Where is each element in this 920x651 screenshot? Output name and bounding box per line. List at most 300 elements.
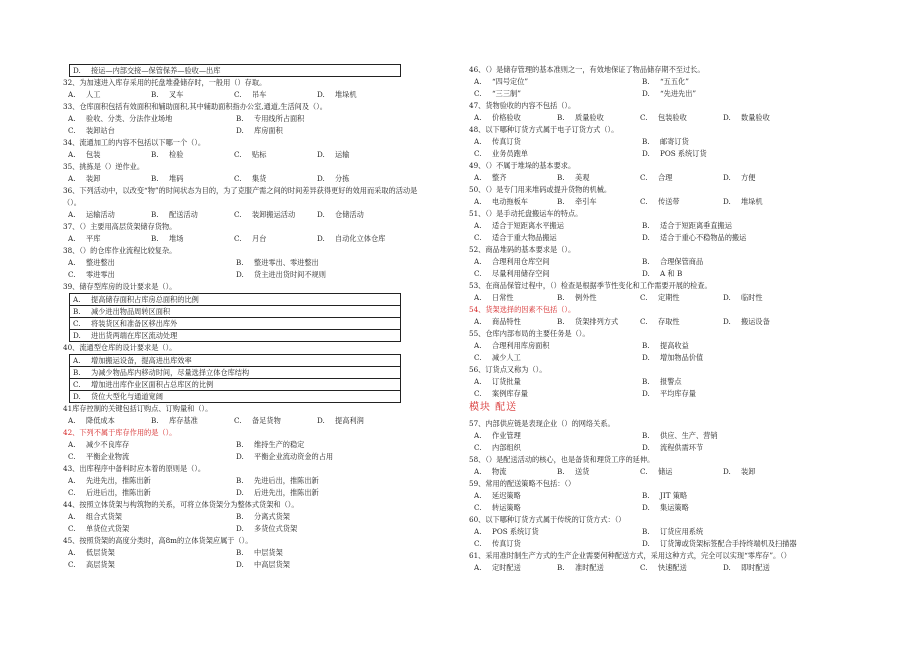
- answer-option: [474, 316, 557, 328]
- answer-option: [557, 172, 640, 184]
- answer-option: [68, 451, 236, 463]
- answer-option: [68, 523, 236, 535]
- option-text: 美观: [575, 173, 590, 182]
- option-letter: C.: [474, 539, 482, 548]
- option-letter: B.: [642, 137, 650, 146]
- option-letter: C.: [640, 467, 648, 476]
- option-letter: D.: [723, 317, 731, 326]
- option-letter: D.: [236, 452, 244, 461]
- option-text: 适合于重心不稳物品的搬运: [660, 233, 747, 242]
- answer-option: [557, 316, 640, 328]
- option-letter: C.: [68, 452, 76, 461]
- answer-option: [640, 196, 723, 208]
- option-group: [63, 89, 403, 101]
- option-letter: B.: [236, 440, 244, 449]
- answer-option: [236, 269, 404, 281]
- option-letter: C.: [474, 353, 482, 362]
- option-text: 提高收益: [660, 341, 689, 350]
- option-letter: C.: [68, 488, 76, 497]
- answer-option: [474, 502, 642, 514]
- answer-option: [557, 292, 640, 304]
- answer-option: [474, 136, 642, 148]
- option-text: 例外性: [575, 293, 597, 302]
- option-group: [63, 439, 403, 463]
- option-text: 减少进出物品周转区面积: [91, 307, 171, 316]
- option-group: [469, 490, 854, 514]
- answer-option: [317, 209, 400, 221]
- option-letter: B.: [642, 221, 650, 230]
- question-text: （）。: [63, 198, 81, 207]
- answer-option: [68, 113, 236, 125]
- option-text: 定期性: [658, 293, 680, 302]
- answer-option: [70, 367, 400, 379]
- option-text: 商品特性: [492, 317, 521, 326]
- option-text: A 和 B: [660, 269, 683, 278]
- answer-option: [640, 112, 723, 124]
- option-letter: B.: [642, 431, 650, 440]
- option-letter: A.: [68, 548, 76, 557]
- option-group: [469, 220, 854, 244]
- option-letter: D.: [642, 389, 650, 398]
- option-group: [469, 196, 854, 208]
- answer-option: [236, 125, 404, 137]
- option-letter: A.: [474, 527, 482, 536]
- answer-option: [723, 292, 806, 304]
- option-text: 合理利用库房面积: [492, 341, 550, 350]
- option-text: 减少人工: [492, 353, 521, 362]
- option-text: 合理保管商品: [660, 257, 704, 266]
- option-text: 包装: [86, 150, 101, 159]
- question-text: 61、采用准时制生产方式的生产企业需要何种配送方式，采用这种方式，完全可以实现“零库存”。（）: [469, 551, 791, 560]
- answer-option: [70, 379, 400, 391]
- option-text: 中高层货架: [254, 560, 290, 569]
- answer-option: [474, 352, 642, 364]
- left-column: [63, 64, 418, 571]
- option-text: 适合于短距离水平搬运: [492, 221, 564, 230]
- answer-option: [68, 173, 151, 185]
- option-text: 合理: [658, 173, 673, 182]
- option-group: [469, 112, 854, 124]
- option-letter: D.: [236, 560, 244, 569]
- option-text: 平衡企业物流: [86, 452, 130, 461]
- option-letter: C.: [640, 317, 648, 326]
- answer-option: [151, 149, 234, 161]
- option-letter: D.: [723, 113, 731, 122]
- question-text: 53、在商品保管过程中，（）检查是根据季节性变化和工作需要开展的检查。: [469, 281, 712, 290]
- answer-option: [317, 415, 400, 427]
- option-letter: B.: [151, 234, 159, 243]
- option-letter: A.: [68, 416, 76, 425]
- option-group: [469, 526, 854, 550]
- option-letter: A.: [474, 563, 482, 572]
- answer-option: [151, 173, 234, 185]
- option-letter: D.: [317, 210, 325, 219]
- option-text: 延迟策略: [492, 491, 521, 500]
- option-letter: A.: [474, 317, 482, 326]
- option-text: 案例库存量: [492, 389, 528, 398]
- option-letter: B.: [151, 90, 159, 99]
- option-group: [469, 562, 854, 574]
- option-letter: B.: [642, 341, 650, 350]
- option-letter: D.: [73, 66, 81, 75]
- answer-option: [474, 388, 642, 400]
- option-group: [63, 475, 403, 499]
- option-text: 减少不良库存: [86, 440, 130, 449]
- answer-option: [236, 559, 404, 571]
- option-text: “三三制”: [492, 89, 521, 98]
- option-letter: D.: [317, 150, 325, 159]
- answer-option: [474, 292, 557, 304]
- option-letter: C.: [234, 174, 242, 183]
- option-text: 降低成本: [86, 416, 115, 425]
- right-column: [469, 64, 854, 574]
- answer-option: [234, 89, 317, 101]
- option-text: 流程供需环节: [660, 443, 704, 452]
- option-letter: A.: [68, 174, 76, 183]
- option-letter: D.: [723, 563, 731, 572]
- answer-option: [317, 89, 400, 101]
- option-text: 集货: [252, 174, 267, 183]
- option-letter: A.: [474, 173, 482, 182]
- option-group: [63, 149, 403, 161]
- answer-option: [642, 148, 810, 160]
- option-text: 装卸站台: [86, 126, 115, 135]
- section-heading: 模块 配送: [469, 402, 518, 413]
- answer-option: [68, 415, 151, 427]
- option-text: 堆码: [169, 174, 184, 183]
- option-text: 牵引车: [575, 197, 597, 206]
- question-text: 48、以下哪种订货方式属于电子订货方式（）。: [469, 125, 619, 134]
- option-text: 单货位式货架: [86, 524, 130, 533]
- option-letter: D.: [317, 90, 325, 99]
- option-letter: C.: [234, 90, 242, 99]
- answer-option: [236, 523, 404, 535]
- question-text: 57、内部供应链是表现企业（）的网络关系。: [469, 419, 615, 428]
- boxed-options: [69, 293, 401, 342]
- option-text: 平衡企业流动资金的占用: [254, 452, 334, 461]
- answer-option: [474, 112, 557, 124]
- answer-option: [557, 196, 640, 208]
- option-letter: C.: [68, 270, 76, 279]
- option-letter: B.: [236, 476, 244, 485]
- option-text: 内部组织: [492, 443, 521, 452]
- question-text: 42、下列不属于库存作用的是（）。: [63, 428, 177, 437]
- option-group: [63, 113, 403, 137]
- option-group: [469, 430, 854, 454]
- answer-option: [642, 352, 810, 364]
- option-letter: B.: [151, 210, 159, 219]
- answer-option: [723, 172, 806, 184]
- question-text: 45、按照货架的高度分类时，高8m的立体货架应属于（）。: [63, 536, 253, 545]
- option-text: 多货位式货架: [254, 524, 298, 533]
- question-text: 52、商品堆码的基本要求是（）。: [469, 245, 576, 254]
- answer-option: [474, 88, 642, 100]
- option-group: [469, 376, 854, 400]
- answer-option: [234, 209, 317, 221]
- option-text: 平库: [86, 234, 101, 243]
- question-text: 58、（）是配送活动的核心，也是备货和理货工序的延伸。: [469, 455, 655, 464]
- option-text: 整进零出、零进整出: [254, 258, 319, 267]
- answer-option: [70, 355, 400, 367]
- answer-option: [642, 538, 810, 550]
- answer-option: [474, 148, 642, 160]
- answer-option: [642, 490, 810, 502]
- option-letter: A.: [73, 356, 81, 365]
- option-letter: D.: [236, 126, 244, 135]
- option-text: 价格验收: [492, 113, 521, 122]
- option-letter: B.: [557, 563, 565, 572]
- option-letter: B.: [73, 368, 81, 377]
- option-text: 装卸: [741, 467, 756, 476]
- answer-option: [236, 475, 404, 487]
- option-text: 叉车: [169, 90, 184, 99]
- question-text: 33、仓库面积包括有效面积和辅助面积,其中辅助面积指办公室,通道,生活间及（）。: [63, 102, 327, 111]
- option-group: [63, 257, 403, 281]
- option-text: 为减少物品库内移动时间，尽量选择立体仓库结构: [91, 368, 250, 377]
- option-text: 即时配送: [741, 563, 770, 572]
- option-text: 准时配送: [575, 563, 604, 572]
- question-text: 56、订货点又称为（）。: [469, 365, 547, 374]
- option-text: 库房面积: [254, 126, 283, 135]
- answer-option: [234, 415, 317, 427]
- answer-option: [474, 256, 642, 268]
- answer-option: [70, 318, 400, 330]
- option-text: 转运策略: [492, 503, 521, 512]
- option-letter: A.: [474, 377, 482, 386]
- option-letter: B.: [642, 77, 650, 86]
- option-letter: A.: [73, 295, 81, 304]
- option-group: [63, 209, 403, 221]
- option-text: POS 系统订货: [660, 149, 707, 158]
- option-text: 数量验收: [741, 113, 770, 122]
- answer-option: [642, 340, 810, 352]
- option-text: 吊车: [252, 90, 267, 99]
- answer-option: [723, 316, 806, 328]
- option-text: 高层货架: [86, 560, 115, 569]
- option-letter: A.: [474, 431, 482, 440]
- option-text: 质量验收: [575, 113, 604, 122]
- answer-option: [642, 88, 810, 100]
- option-text: 装卸: [86, 174, 101, 183]
- answer-option: [474, 490, 642, 502]
- question-text: 50、（）是专门用来堆码或提升货物的机械。: [469, 185, 612, 194]
- question-text: 35、挑拣是（）逆作业。: [63, 162, 145, 171]
- option-letter: C.: [68, 524, 76, 533]
- option-letter: C.: [234, 234, 242, 243]
- answer-option: [642, 268, 810, 280]
- option-letter: A.: [474, 491, 482, 500]
- option-letter: C.: [68, 560, 76, 569]
- option-letter: C.: [234, 150, 242, 159]
- option-text: 整齐: [492, 173, 507, 182]
- option-letter: A.: [474, 341, 482, 350]
- option-letter: B.: [151, 416, 159, 425]
- option-group: [469, 172, 854, 184]
- option-text: 传送带: [658, 197, 680, 206]
- option-letter: B.: [236, 548, 244, 557]
- option-letter: A.: [68, 150, 76, 159]
- option-letter: A.: [68, 90, 76, 99]
- question-text: 44、按照立体货架与构筑物的关系，可将立体货架分为整体式货架和（）。: [63, 500, 299, 509]
- answer-option: [317, 173, 400, 185]
- option-group: [63, 415, 403, 427]
- answer-option: [68, 487, 236, 499]
- option-letter: A.: [68, 210, 76, 219]
- question-text: 37、（）主要用高层货架储存货物。: [63, 222, 177, 231]
- option-letter: D.: [642, 539, 650, 548]
- boxed-options: [69, 64, 401, 77]
- question-text: 55、仓库内部布局的主要任务是（）。: [469, 329, 590, 338]
- question-text: 41库存控制的关键包括订购点、订购量和（）。: [63, 404, 213, 413]
- answer-option: [68, 269, 236, 281]
- option-text: 分拣: [335, 174, 350, 183]
- answer-option: [236, 511, 404, 523]
- option-text: 增加物品价值: [660, 353, 704, 362]
- option-group: [63, 173, 403, 185]
- option-text: 中层货架: [254, 548, 283, 557]
- option-letter: C.: [474, 503, 482, 512]
- answer-option: [68, 89, 151, 101]
- option-text: 货架排列方式: [575, 317, 619, 326]
- option-text: 提高储存面积占库房总面积的比例: [91, 295, 199, 304]
- option-text: 验收、分类、分法作业场地: [86, 114, 173, 123]
- option-letter: B.: [151, 150, 159, 159]
- option-group: [469, 340, 854, 364]
- answer-option: [474, 76, 642, 88]
- option-text: 传真订货: [492, 539, 521, 548]
- option-letter: C.: [474, 389, 482, 398]
- option-letter: D.: [642, 269, 650, 278]
- option-group: [469, 136, 854, 160]
- option-text: 电动拖板车: [492, 197, 528, 206]
- option-group: [469, 466, 854, 478]
- question-text: 54、货架选择的因素不包括（）。: [469, 305, 576, 314]
- question-text: 47、货物验收的内容不包括（）。: [469, 101, 576, 110]
- answer-option: [557, 466, 640, 478]
- option-letter: C.: [640, 563, 648, 572]
- option-letter: D.: [642, 89, 650, 98]
- option-letter: C.: [234, 210, 242, 219]
- answer-option: [68, 547, 236, 559]
- answer-option: [557, 112, 640, 124]
- option-letter: A.: [474, 77, 482, 86]
- option-letter: A.: [68, 258, 76, 267]
- answer-option: [640, 562, 723, 574]
- option-letter: B.: [557, 113, 565, 122]
- answer-option: [723, 112, 806, 124]
- option-letter: A.: [474, 293, 482, 302]
- answer-option: [557, 562, 640, 574]
- answer-option: [640, 316, 723, 328]
- option-text: 堆垛机: [335, 90, 357, 99]
- answer-option: [236, 487, 404, 499]
- option-letter: C.: [640, 173, 648, 182]
- option-text: 运输: [335, 150, 350, 159]
- option-letter: B.: [73, 307, 81, 316]
- answer-option: [474, 538, 642, 550]
- answer-option: [151, 415, 234, 427]
- answer-option: [70, 65, 400, 76]
- option-text: 包装验收: [658, 113, 687, 122]
- option-letter: D.: [73, 331, 81, 340]
- option-group: [469, 292, 854, 304]
- option-letter: D.: [723, 197, 731, 206]
- option-text: 集运策略: [660, 503, 689, 512]
- option-text: 堆垛机: [741, 197, 763, 206]
- answer-option: [317, 233, 400, 245]
- option-letter: D.: [642, 353, 650, 362]
- option-text: 月台: [252, 234, 267, 243]
- option-letter: A.: [474, 113, 482, 122]
- option-text: “四号定位”: [492, 77, 529, 86]
- answer-option: [68, 125, 236, 137]
- option-text: POS 系统订货: [492, 527, 539, 536]
- option-letter: D.: [723, 293, 731, 302]
- answer-option: [474, 196, 557, 208]
- option-text: 仓储活动: [335, 210, 364, 219]
- option-text: “五五化”: [660, 77, 689, 86]
- option-letter: D.: [642, 233, 650, 242]
- option-text: 送货: [575, 467, 590, 476]
- question-text: 60、以下哪种订货方式属于传统的订货方式：（）: [469, 515, 626, 524]
- answer-option: [723, 196, 806, 208]
- option-letter: B.: [236, 114, 244, 123]
- option-letter: A.: [474, 467, 482, 476]
- option-letter: C.: [640, 197, 648, 206]
- option-text: 订货应用系统: [660, 527, 704, 536]
- option-letter: A.: [68, 114, 76, 123]
- option-text: 货位大型化与通道宽阔: [91, 392, 163, 401]
- answer-option: [642, 502, 810, 514]
- option-letter: B.: [557, 173, 565, 182]
- option-text: “先进先出”: [660, 89, 697, 98]
- option-text: 人工: [86, 90, 101, 99]
- option-text: 自动化立体仓库: [335, 234, 386, 243]
- answer-option: [640, 292, 723, 304]
- option-text: 低层货架: [86, 548, 115, 557]
- question-text: 49、（）不属于堆垛的基本要求。: [469, 161, 576, 170]
- option-group: [63, 511, 403, 535]
- answer-option: [234, 233, 317, 245]
- answer-option: [68, 559, 236, 571]
- option-text: 尽量利用储存空间: [492, 269, 550, 278]
- option-text: 适合于短距离垂直搬运: [660, 221, 732, 230]
- option-text: 订货簿或货架标签配合手持终端机及扫描器: [660, 539, 797, 548]
- answer-option: [640, 466, 723, 478]
- option-text: 运输活动: [86, 210, 115, 219]
- answer-option: [474, 430, 642, 442]
- option-text: 报警点: [660, 377, 682, 386]
- option-text: 专用线所占面积: [254, 114, 305, 123]
- option-text: 平均库存量: [660, 389, 696, 398]
- option-letter: C.: [640, 113, 648, 122]
- answer-option: [474, 526, 642, 538]
- option-letter: A.: [68, 512, 76, 521]
- option-text: 搬运设备: [741, 317, 770, 326]
- option-text: 作业管理: [492, 431, 521, 440]
- question-text: 36、下列活动中，以改变“物”的时间状态为目的，为了克服产需之间的时间差异获得更好的效用而采取的活动是: [63, 186, 418, 195]
- answer-option: [151, 233, 234, 245]
- option-text: 增加搬运设备，提高进出库效率: [91, 356, 192, 365]
- option-letter: B.: [151, 174, 159, 183]
- answer-option: [642, 442, 810, 454]
- option-group: [469, 256, 854, 280]
- option-letter: C.: [68, 126, 76, 135]
- question-text: 34、流通加工的内容不包括以下哪一个（）。: [63, 138, 206, 147]
- option-text: 供应、生产、营销: [660, 431, 718, 440]
- option-text: 整进整出: [86, 258, 115, 267]
- answer-option: [642, 76, 810, 88]
